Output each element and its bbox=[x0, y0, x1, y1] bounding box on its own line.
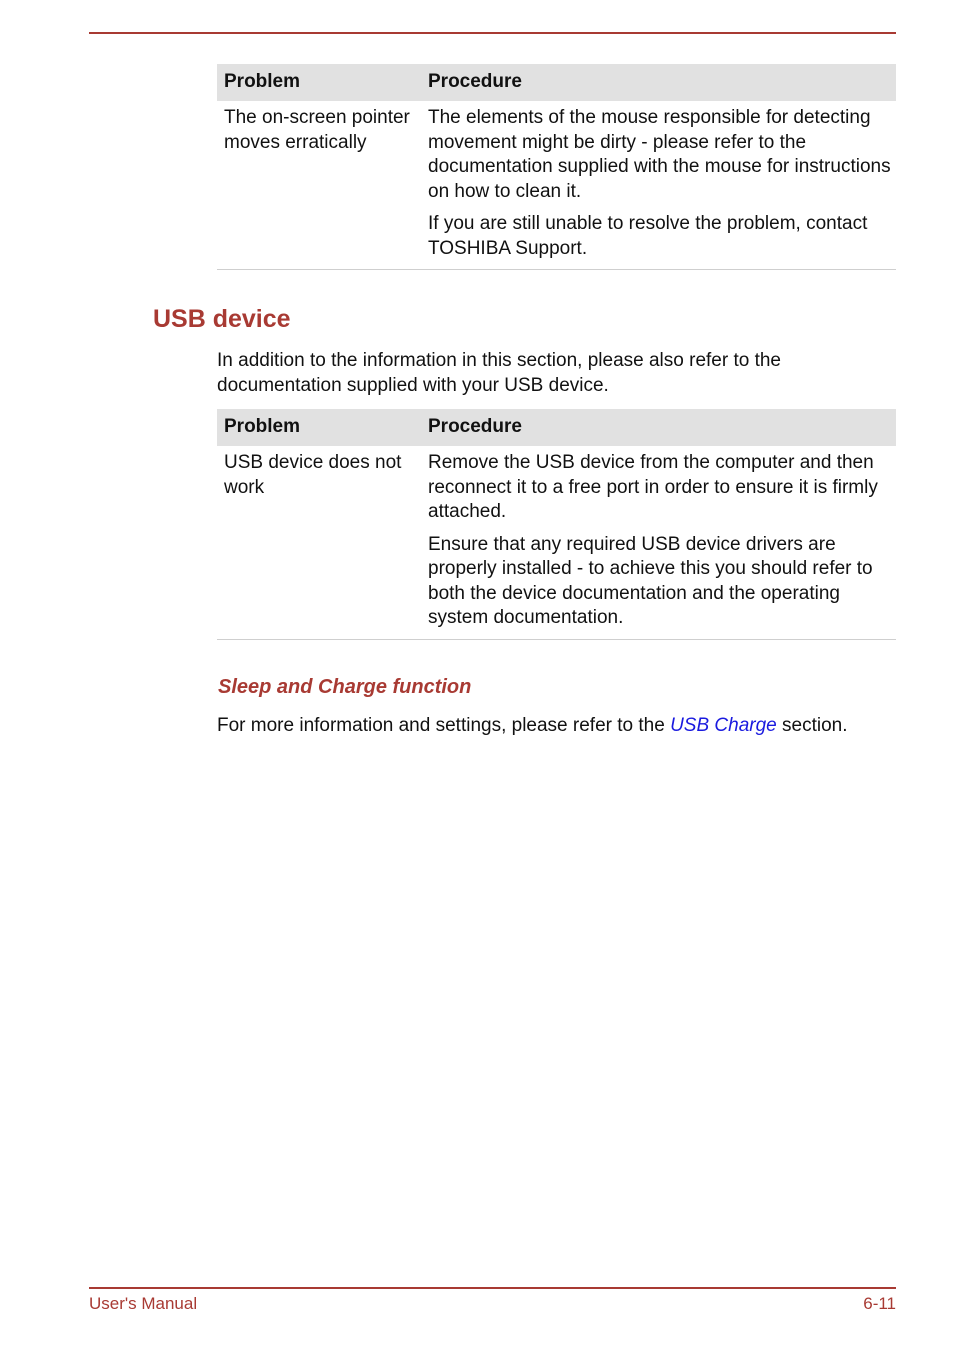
problem-cell: The on-screen pointer moves erratically bbox=[224, 107, 410, 153]
section-intro: In addition to the information in this section, please also refer to the documentation supplied with your USB device. bbox=[217, 350, 781, 396]
procedure-paragraph: The elements of the mouse responsible for detecting movement might be dirty - please refer to the documentation supplied with the mouse for instructions on how to clean it. bbox=[428, 107, 891, 202]
procedure-paragraph: Ensure that any required USB device drivers are properly installed - to achieve this you should refer to both the device documentation and the operating system documentation. bbox=[428, 533, 873, 628]
page-number: 6-11 bbox=[863, 1294, 896, 1313]
paragraph-text: section. bbox=[776, 715, 848, 736]
procedure-column-header: Procedure bbox=[428, 71, 522, 93]
problem-column-header: Problem bbox=[224, 71, 301, 93]
table-header bbox=[217, 409, 896, 446]
subsection-title: Sleep and Charge function bbox=[218, 676, 472, 698]
paragraph-text: For more information and settings, please refer to the bbox=[217, 715, 671, 736]
usb-troubleshooting-table bbox=[217, 409, 896, 640]
problem-cell: USB device does not work bbox=[224, 452, 402, 498]
header-rule bbox=[89, 32, 896, 34]
usb-charge-link[interactable]: USB Charge bbox=[670, 715, 777, 736]
table-row bbox=[217, 446, 896, 640]
table-header bbox=[217, 64, 896, 101]
procedure-paragraph: Remove the USB device from the computer and then reconnect it to a free port in order to ensure it is firmly attached. bbox=[428, 452, 878, 522]
footer-manual-title: User's Manual bbox=[89, 1294, 198, 1313]
procedure-column-header: Procedure bbox=[428, 416, 522, 438]
table-row bbox=[217, 101, 896, 270]
footer-rule bbox=[89, 1287, 896, 1289]
sleep-charge-paragraph bbox=[217, 714, 896, 739]
problem-column-header: Problem bbox=[224, 416, 301, 438]
pointer-troubleshooting-table bbox=[217, 64, 896, 270]
procedure-cell bbox=[421, 446, 896, 639]
section-title: USB device bbox=[153, 305, 291, 333]
procedure-cell bbox=[421, 101, 896, 269]
procedure-paragraph: If you are still unable to resolve the problem, contact TOSHIBA Support. bbox=[428, 213, 868, 259]
